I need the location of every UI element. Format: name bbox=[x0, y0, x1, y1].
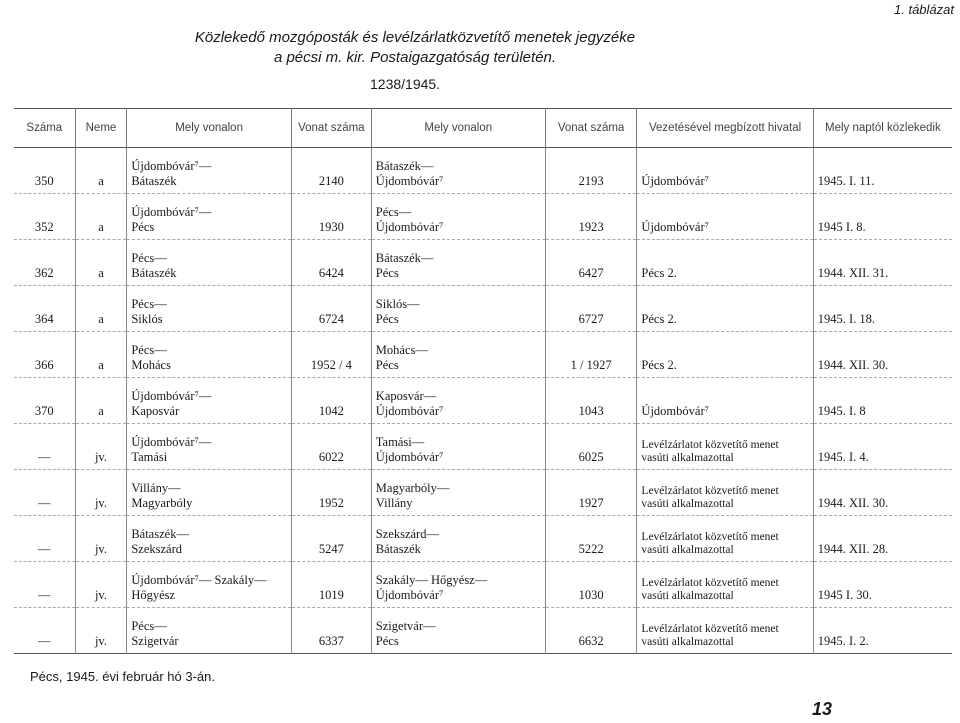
cell-hivatal: Levélzárlatot közvetítő menet vasúti alkalmazottal bbox=[637, 562, 813, 608]
header-row bbox=[14, 109, 952, 148]
route-from: Pécs— bbox=[131, 619, 167, 633]
cell-vonal-2 bbox=[371, 470, 545, 516]
table-row bbox=[14, 470, 952, 516]
cell-szama: — bbox=[14, 424, 75, 470]
route-to: Pécs bbox=[375, 266, 399, 280]
cell-vonal-2 bbox=[371, 562, 545, 608]
cell-neme: a bbox=[75, 332, 127, 378]
cell-hivatal: Levélzárlatot közvetítő menet vasúti alkalmazottal bbox=[637, 516, 813, 562]
cell-hivatal: Levélzárlatot közvetítő menet vasúti alkalmazottal bbox=[637, 608, 813, 654]
route-to: Bátaszék bbox=[131, 266, 177, 280]
cell-vonat-2: 6025 bbox=[545, 424, 637, 470]
cell-vonal-1 bbox=[127, 332, 292, 378]
route-from: Bátaszék— bbox=[375, 159, 434, 173]
cell-hivatal: Pécs 2. bbox=[637, 286, 813, 332]
table-row bbox=[14, 516, 952, 562]
table-row bbox=[14, 424, 952, 470]
cell-szama: 362 bbox=[14, 240, 75, 286]
cell-vonal-2 bbox=[371, 286, 545, 332]
route-to: Szekszárd bbox=[131, 542, 182, 556]
cell-szama: 364 bbox=[14, 286, 75, 332]
document-title bbox=[0, 28, 830, 68]
table-row bbox=[14, 332, 952, 378]
cell-datum: 1945. I. 2. bbox=[817, 634, 869, 648]
cell-vonal-1 bbox=[127, 148, 292, 194]
cell-hivatal: Levélzárlatot közvetítő menet vasúti alkalmazottal bbox=[637, 424, 813, 470]
cell-vonal-1 bbox=[127, 240, 292, 286]
cell-vonat-1: 1042 bbox=[291, 378, 371, 424]
place-date: Pécs, 1945. évi február hó 3-án. bbox=[30, 669, 216, 684]
cell-neme: jv. bbox=[75, 516, 127, 562]
cell-vonal-2 bbox=[371, 378, 545, 424]
cell-datum: 1945. I. 4. bbox=[817, 450, 869, 464]
cell-vonat-2: 6727 bbox=[545, 286, 637, 332]
cell-vonat-1: 6724 bbox=[291, 286, 371, 332]
cell-hivatal: Újdombóvár⁷ bbox=[637, 148, 813, 194]
cell-vonal-2 bbox=[371, 332, 545, 378]
route-to: Pécs bbox=[375, 358, 399, 372]
route-from: Pécs— bbox=[131, 297, 167, 311]
cell-vonal-2 bbox=[371, 424, 545, 470]
cell-szama: 370 bbox=[14, 378, 75, 424]
route-to: Újdombóvár⁷ bbox=[375, 588, 444, 602]
document-number: 1238/1945. bbox=[370, 76, 441, 92]
route-from: Villány— bbox=[131, 481, 181, 495]
cell-vonat-1: 1019 bbox=[291, 562, 371, 608]
cell-szama: 350 bbox=[14, 148, 75, 194]
route-to: Újdombóvár⁷ bbox=[375, 174, 444, 188]
cell-vonat-2: 1043 bbox=[545, 378, 637, 424]
cell-vonal-2 bbox=[371, 240, 545, 286]
cell-hivatal: Levélzárlatot közvetítő menet vasúti alkalmazottal bbox=[637, 470, 813, 516]
col-header: Neme bbox=[75, 109, 127, 148]
cell-vonat-2: 5222 bbox=[545, 516, 637, 562]
cell-vonal-1 bbox=[127, 286, 292, 332]
col-header: Mely vonalon bbox=[371, 109, 545, 148]
cell-vonat-1: 6424 bbox=[291, 240, 371, 286]
cell-vonat-1: 2140 bbox=[291, 148, 371, 194]
cell-neme: a bbox=[75, 240, 127, 286]
cell-vonal-1 bbox=[127, 424, 292, 470]
route-from: Magyarbóly— bbox=[375, 481, 450, 495]
route-from: Szakály— Hőgyész— bbox=[375, 573, 488, 587]
route-to: Mohács bbox=[131, 358, 171, 372]
route-to: Kaposvár bbox=[131, 404, 180, 418]
route-from: Mohács— bbox=[375, 343, 428, 357]
cell-vonat-2: 6632 bbox=[545, 608, 637, 654]
cell-neme: a bbox=[75, 286, 127, 332]
cell-vonal-1 bbox=[127, 516, 292, 562]
cell-vonat-1: 1952 bbox=[291, 470, 371, 516]
cell-datum: 1945 I. 30. bbox=[817, 588, 872, 602]
route-from: Siklós— bbox=[375, 297, 420, 311]
col-header: Száma bbox=[14, 109, 75, 148]
route-to: Hőgyész bbox=[131, 588, 176, 602]
cell-vonat-2: 1 / 1927 bbox=[545, 332, 637, 378]
cell-vonal-1 bbox=[127, 562, 292, 608]
route-to: Bátaszék bbox=[131, 174, 177, 188]
route-to: Tamási bbox=[131, 450, 168, 464]
cell-szama: — bbox=[14, 608, 75, 654]
cell-szama: — bbox=[14, 562, 75, 608]
route-to: Pécs bbox=[131, 220, 155, 234]
cell-vonal-2 bbox=[371, 608, 545, 654]
cell-neme: a bbox=[75, 148, 127, 194]
cell-datum: 1945. I. 11. bbox=[817, 174, 875, 188]
col-header: Mely vonalon bbox=[127, 109, 292, 148]
cell-datum: 1945. I. 18. bbox=[817, 312, 876, 326]
cell-vonal-1 bbox=[127, 378, 292, 424]
route-to: Bátaszék bbox=[375, 542, 421, 556]
cell-vonat-2: 1927 bbox=[545, 470, 637, 516]
cell-vonat-2: 6427 bbox=[545, 240, 637, 286]
route-from: Bátaszék— bbox=[375, 251, 434, 265]
cell-neme: jv. bbox=[75, 470, 127, 516]
route-from: Újdombóvár⁷— bbox=[131, 205, 212, 219]
route-from: Pécs— bbox=[131, 251, 167, 265]
route-from: Pécs— bbox=[131, 343, 167, 357]
cell-hivatal: Újdombóvár⁷ bbox=[637, 378, 813, 424]
cell-vonal-1 bbox=[127, 608, 292, 654]
cell-vonal-2 bbox=[371, 148, 545, 194]
table-body bbox=[14, 148, 952, 654]
cell-hivatal: Újdombóvár⁷ bbox=[637, 194, 813, 240]
cell-vonal-1 bbox=[127, 470, 292, 516]
route-from: Újdombóvár⁷— bbox=[131, 159, 212, 173]
route-from: Kaposvár— bbox=[375, 389, 437, 403]
cell-vonat-2: 2193 bbox=[545, 148, 637, 194]
title-line-1: Közlekedő mozgóposták és levélzárlatközvetítő menetek jegyzéke bbox=[194, 29, 636, 46]
cell-vonat-1: 6337 bbox=[291, 608, 371, 654]
route-from: Tamási— bbox=[375, 435, 425, 449]
route-from: Bátaszék— bbox=[131, 527, 189, 541]
cell-datum: 1944. XII. 30. bbox=[817, 496, 889, 510]
cell-vonat-1: 1930 bbox=[291, 194, 371, 240]
cell-szama: 366 bbox=[14, 332, 75, 378]
route-from: Újdombóvár⁷— Szakály— bbox=[131, 573, 267, 587]
cell-datum: 1944. XII. 31. bbox=[817, 266, 889, 280]
cell-datum: 1945. I. 8 bbox=[817, 404, 866, 418]
cell-neme: jv. bbox=[75, 424, 127, 470]
cell-neme: jv. bbox=[75, 562, 127, 608]
cell-szama: — bbox=[14, 516, 75, 562]
table-row bbox=[14, 378, 952, 424]
cell-hivatal: Pécs 2. bbox=[637, 240, 813, 286]
route-to: Újdombóvár⁷ bbox=[375, 450, 444, 464]
route-from: Újdombóvár⁷— bbox=[131, 435, 212, 449]
route-to: Magyarbóly bbox=[131, 496, 193, 510]
cell-vonat-2: 1923 bbox=[545, 194, 637, 240]
cell-vonat-2: 1030 bbox=[545, 562, 637, 608]
table-row bbox=[14, 286, 952, 332]
cell-hivatal: Pécs 2. bbox=[637, 332, 813, 378]
cell-vonat-1: 5247 bbox=[291, 516, 371, 562]
col-header: Vonat száma bbox=[545, 109, 637, 148]
col-header: Vonat száma bbox=[291, 109, 371, 148]
page-number: 13 bbox=[811, 699, 832, 719]
cell-szama: 352 bbox=[14, 194, 75, 240]
cell-datum: 1945 I. 8. bbox=[817, 220, 866, 234]
col-header: Mely naptól közlekedik bbox=[813, 109, 952, 148]
cell-vonat-1: 1952 / 4 bbox=[291, 332, 371, 378]
cell-datum: 1944. XII. 30. bbox=[817, 358, 889, 372]
table-row bbox=[14, 608, 952, 654]
route-from: Újdombóvár⁷— bbox=[131, 389, 212, 403]
table-row bbox=[14, 240, 952, 286]
route-to: Siklós bbox=[131, 312, 163, 326]
route-to: Újdombóvár⁷ bbox=[375, 220, 444, 234]
route-from: Szigetvár— bbox=[375, 619, 436, 633]
table-row bbox=[14, 194, 952, 240]
route-from: Szekszárd— bbox=[375, 527, 439, 541]
table-row bbox=[14, 148, 952, 194]
cell-neme: a bbox=[75, 378, 127, 424]
cell-datum: 1944. XII. 28. bbox=[817, 542, 889, 556]
table-row bbox=[14, 562, 952, 608]
cell-szama: — bbox=[14, 470, 75, 516]
table-number: 1. táblázat bbox=[894, 2, 954, 17]
route-to: Szigetvár bbox=[131, 634, 179, 648]
cell-vonal-2 bbox=[371, 194, 545, 240]
cell-vonat-1: 6022 bbox=[291, 424, 371, 470]
col-header: Vezetésével megbízott hivatal bbox=[637, 109, 813, 148]
cell-neme: a bbox=[75, 194, 127, 240]
cell-neme: jv. bbox=[75, 608, 127, 654]
route-to: Villány bbox=[375, 496, 413, 510]
title-line-2: a pécsi m. kir. Postaigazgatóság területén. bbox=[273, 49, 557, 66]
cell-vonal-1 bbox=[127, 194, 292, 240]
routes-table bbox=[14, 108, 952, 654]
route-from: Pécs— bbox=[375, 205, 412, 219]
route-to: Újdombóvár⁷ bbox=[375, 404, 444, 418]
cell-vonal-2 bbox=[371, 516, 545, 562]
route-to: Pécs bbox=[375, 312, 399, 326]
route-to: Pécs bbox=[375, 634, 399, 648]
